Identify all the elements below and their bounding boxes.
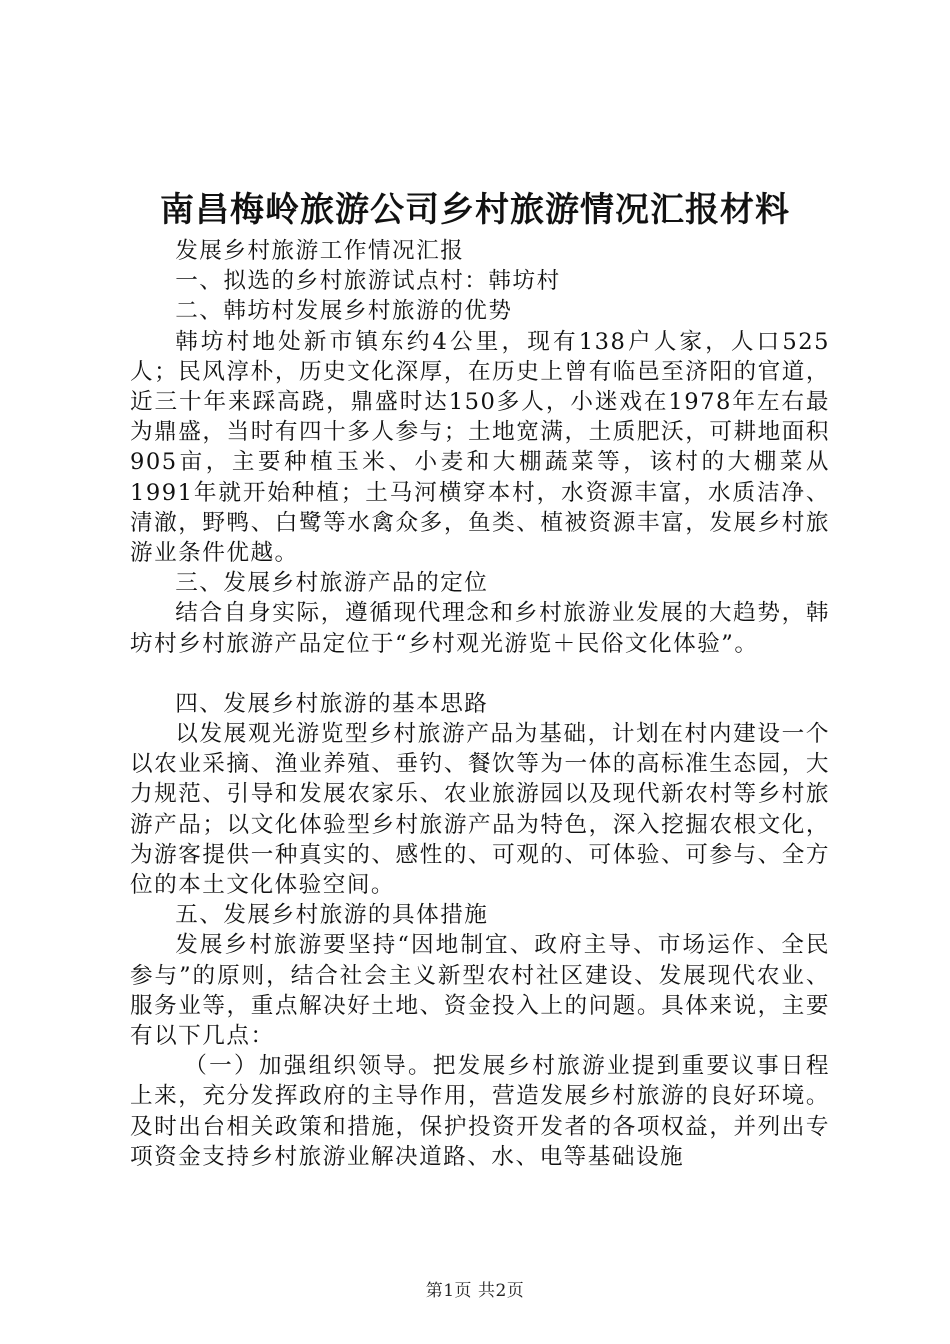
document-title: 南昌梅岭旅游公司乡村旅游情况汇报材料: [160, 190, 790, 230]
section-3-heading: 三、发展乡村旅游产品的定位: [175, 570, 489, 597]
report-heading: 发展乡村旅游工作情况汇报: [175, 238, 465, 264]
document-body: [130, 236, 830, 1172]
section-1-heading: 一、拟选的乡村旅游试点村：韩坊村: [175, 268, 561, 295]
section-2-heading: 二、韩坊村发展乡村旅游的优势: [175, 298, 513, 325]
section-2-paragraph: 韩坊村地处新市镇东约4公里，现有138户人家，人口525人；民风淳朴，历史文化深厚，在历史上曾有临邑至济阳的官道，近三十年来踩高跷，鼎盛时达150多人，小迷戏在1978年左右最为鼎盛，当时有四十多人参与；土地宽满，土质肥沃，可耕地面积905亩，主要种植玉米、小麦和大棚蔬菜等，该村的大棚菜从1991年就开始种植；土马河横穿本村，水资源丰富，水质洁净、清澈，野鸭、白鹭等水禽众多，鱼类、植被资源丰富，发展乡村旅游业条件优越。: [130, 328, 830, 567]
measure-1-paragraph: （一）加强组织领导。把发展乡村旅游业提到重要议事日程上来，充分发挥政府的主导作用，营造发展乡村旅游的良好环境。及时出台相关政策和措施，保护投资开发者的各项权益，并列出专项资金支持乡村旅游业解决道路、水、电等基础设施: [130, 1053, 830, 1170]
section-5-heading: 五、发展乡村旅游的具体措施: [175, 902, 489, 929]
section-4-heading: 四、发展乡村旅游的基本思路: [175, 690, 489, 717]
section-3-paragraph: 结合自身实际，遵循现代理念和乡村旅游业发展的大趋势，韩坊村乡村旅游产品定位于“乡村观光游览＋民俗文化体验”。: [130, 600, 830, 657]
section-4-paragraph: 以发展观光游览型乡村旅游产品为基础，计划在村内建设一个以农业采摘、渔业养殖、垂钓、餐饮等为一体的高标准生态园，大力规范、引导和发展农家乐、农业旅游园以及现代新农村等乡村旅游产品；以文化体验型乡村旅游产品为特色，深入挖掘农根文化，为游客提供一种真实的、感性的、可观的、可体验、可参与、全方位的本土文化体验空间。: [130, 721, 830, 899]
section-5-paragraph: 发展乡村旅游要坚持“因地制宜、政府主导、市场运作、全民参与”的原则，结合社会主义新型农村社区建设、发展现代农业、服务业等，重点解决好土地、资金投入上的问题。具体来说，主要有以下几点：: [130, 932, 830, 1050]
page-number: 第1页 共2页: [425, 1281, 525, 1301]
